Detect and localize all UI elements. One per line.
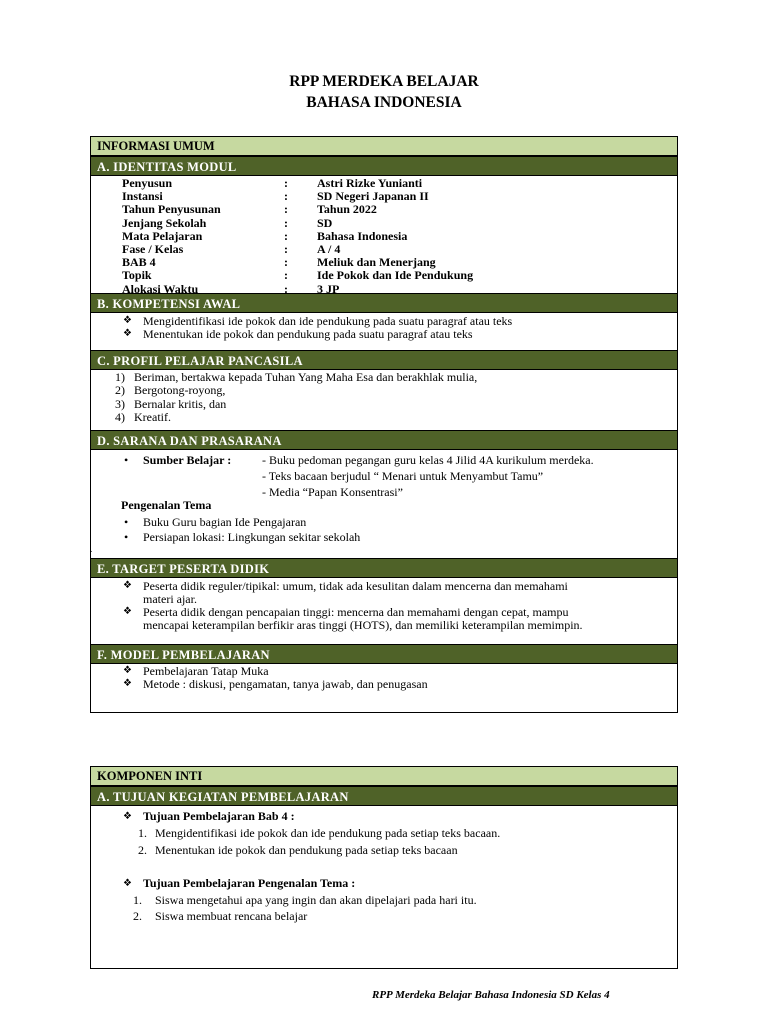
identitas-label: Alokasi Waktu	[122, 281, 199, 296]
target-item-line: materi ajar.	[143, 592, 197, 606]
identitas-label: Instansi	[122, 189, 163, 204]
sumber-belajar-item: - Media “Papan Konsentrasi”	[262, 485, 403, 499]
identitas-value: Tahun 2022	[317, 202, 377, 217]
diamond-bullet-icon: ❖	[123, 580, 132, 591]
diamond-bullet-icon: ❖	[123, 665, 132, 676]
identitas-colon: :	[284, 268, 288, 283]
profil-item-number: 4)	[115, 410, 125, 424]
informasi-umum-box	[90, 136, 678, 713]
profil-pelajar-header: C. PROFIL PELAJAR PANCASILA	[91, 350, 677, 370]
tujuan-tema-item: Siswa membuat rencana belajar	[155, 909, 308, 923]
identitas-modul-section	[91, 176, 677, 296]
tujuan-bab-number: 1.	[138, 826, 147, 840]
identitas-label: Jenjang Sekolah	[122, 215, 207, 230]
identitas-colon: :	[284, 176, 288, 190]
informasi-umum-header: INFORMASI UMUM	[91, 137, 677, 156]
tujuan-bab-item: Mengidentifikasi ide pokok dan ide pendukung pada setiap teks bacaan.	[155, 826, 501, 840]
sarana-prasarana-header: D. SARANA DAN PRASARANA	[91, 430, 677, 450]
stray-mark: .	[90, 544, 93, 554]
identitas-value: Astri Rizke Yunianti	[317, 176, 423, 190]
identitas-colon: :	[284, 215, 288, 230]
target-item-line: Peserta didik dengan pencapaian tinggi: mencerna dan memahami dengan cepat, mampu	[143, 605, 569, 619]
tujuan-kegiatan-section	[91, 806, 677, 966]
profil-item: Bergotong-royong,	[134, 383, 226, 397]
profil-item-number: 2)	[115, 383, 125, 397]
page-footer: RPP Merdeka Belajar Bahasa Indonesia SD Kelas 4	[372, 989, 610, 1001]
profil-pelajar-section	[91, 370, 677, 430]
page-title-line2: BAHASA INDONESIA	[306, 94, 462, 111]
kompetensi-item: Menentukan ide pokok dan pendukung pada suatu paragraf atau teks	[143, 327, 473, 341]
kompetensi-awal-header: B. KOMPETENSI AWAL	[91, 293, 677, 313]
bullet-icon: •	[124, 530, 129, 544]
identitas-value: Bahasa Indonesia	[317, 228, 408, 243]
diamond-bullet-icon: ❖	[123, 606, 132, 617]
tujuan-kegiatan-header: A. TUJUAN KEGIATAN PEMBELAJARAN	[91, 786, 677, 806]
diamond-bullet-icon: ❖	[123, 678, 132, 689]
tujuan-tema-item: Siswa mengetahui apa yang ingin dan akan dipelajari pada hari itu.	[155, 893, 477, 907]
profil-item-number: 3)	[115, 397, 125, 411]
profil-item: Beriman, bertakwa kepada Tuhan Yang Maha Esa dan berakhlak mulia,	[134, 370, 478, 384]
kompetensi-awal-section	[91, 313, 677, 350]
sumber-belajar-item: - Buku pedoman pegangan guru kelas 4 Jilid 4A kurikulum merdeka.	[262, 453, 594, 467]
identitas-label: Topik	[122, 268, 152, 283]
identitas-value: A / 4	[317, 242, 341, 256]
identitas-value: 3 JP	[317, 281, 340, 296]
identitas-colon: :	[284, 281, 288, 296]
identitas-label: Tahun Penyusunan	[122, 202, 221, 217]
profil-item: Bernalar kritis, dan	[134, 397, 227, 411]
identitas-label: BAB 4	[122, 255, 156, 270]
identitas-label: Mata Pelajaran	[122, 228, 203, 243]
identitas-colon: :	[284, 189, 288, 204]
identitas-modul-header: A. IDENTITAS MODUL	[91, 156, 677, 176]
identitas-colon: :	[284, 202, 288, 217]
page-title-line1: RPP MERDEKA BELAJAR	[289, 73, 479, 90]
tujuan-tema-label: Tujuan Pembelajaran Pengenalan Tema :	[143, 876, 356, 890]
tujuan-bab-number: 2.	[138, 843, 147, 857]
pengenalan-tema-item: Persiapan lokasi: Lingkungan sekitar sekolah	[143, 530, 361, 544]
identitas-label: Penyusun	[122, 176, 173, 190]
diamond-bullet-icon: ❖	[123, 315, 132, 326]
bullet-icon: •	[124, 453, 129, 467]
target-item-line: mencapai keterampilan berfikir aras tinggi (HOTS), dan memiliki keterampilan memimpin.	[143, 618, 583, 632]
model-pembelajaran-header: F. MODEL PEMBELAJARAN	[91, 644, 677, 664]
target-peserta-header: E. TARGET PESERTA DIDIK	[91, 558, 677, 578]
identitas-colon: :	[284, 228, 288, 243]
komponen-inti-box	[90, 766, 678, 969]
sumber-belajar-label: Sumber Belajar :	[143, 453, 232, 467]
pengenalan-tema-item: Buku Guru bagian Ide Pengajaran	[143, 515, 307, 529]
target-peserta-section	[91, 578, 677, 644]
model-item: Pembelajaran Tatap Muka	[143, 664, 269, 678]
tujuan-tema-number: 2.	[133, 909, 142, 923]
identitas-colon: :	[284, 242, 288, 256]
diamond-bullet-icon: ❖	[123, 878, 132, 889]
identitas-value: SD	[317, 215, 333, 230]
profil-item: Kreatif.	[134, 410, 171, 424]
sarana-prasarana-section	[91, 450, 677, 558]
diamond-bullet-icon: ❖	[123, 328, 132, 339]
identitas-label: Fase / Kelas	[122, 242, 184, 256]
pengenalan-tema-label: Pengenalan Tema	[121, 498, 212, 512]
model-item: Metode : diskusi, pengamatan, tanya jawab, dan penugasan	[143, 677, 428, 691]
tujuan-bab-label: Tujuan Pembelajaran Bab 4 :	[143, 809, 295, 823]
target-item-line: Peserta didik reguler/tipikal: umum, tidak ada kesulitan dalam mencerna dan memahami	[143, 579, 568, 593]
tujuan-tema-number: 1.	[133, 893, 142, 907]
identitas-value: SD Negeri Japanan II	[317, 189, 429, 204]
bullet-icon: •	[124, 515, 129, 529]
diamond-bullet-icon: ❖	[123, 811, 132, 822]
komponen-inti-header: KOMPONEN INTI	[91, 767, 677, 786]
identitas-value: Meliuk dan Menerjang	[317, 255, 436, 270]
profil-item-number: 1)	[115, 370, 125, 384]
kompetensi-item: Mengidentifikasi ide pokok dan ide pendukung pada suatu paragraf atau teks	[143, 314, 513, 328]
model-pembelajaran-section	[91, 664, 677, 704]
identitas-colon: :	[284, 255, 288, 270]
sumber-belajar-item: - Teks bacaan berjudul “ Menari untuk Menyambut Tamu”	[262, 469, 544, 483]
identitas-value: Ide Pokok dan Ide Pendukung	[317, 268, 474, 283]
tujuan-bab-item: Menentukan ide pokok dan pendukung pada setiap teks bacaan	[155, 843, 458, 857]
